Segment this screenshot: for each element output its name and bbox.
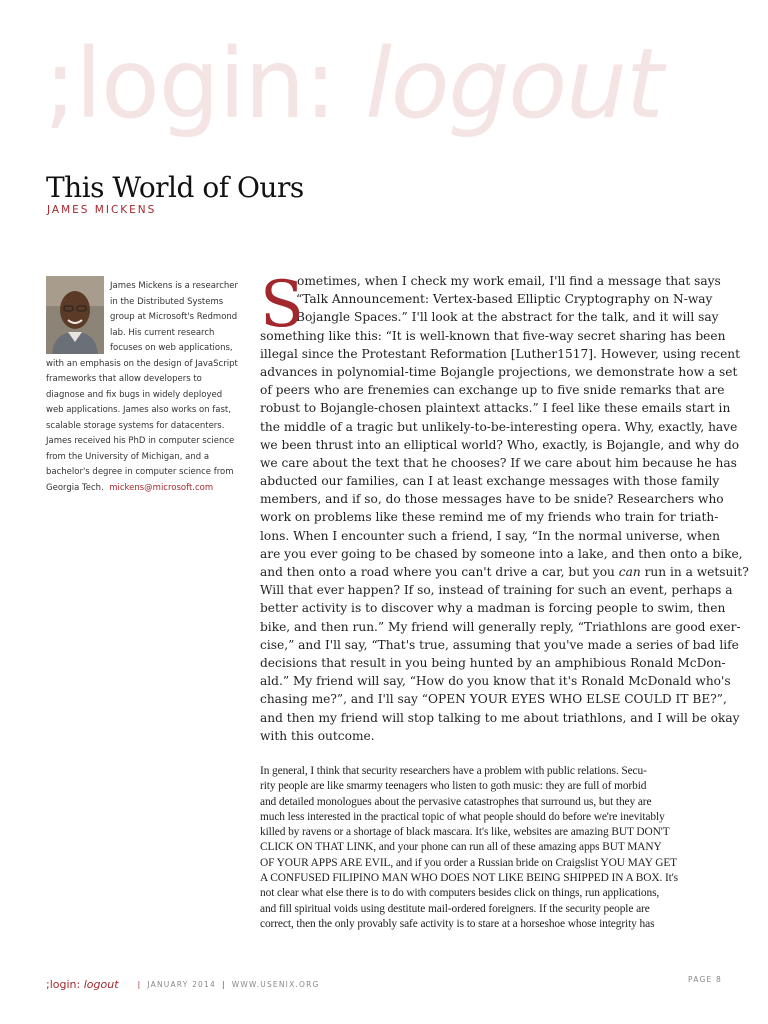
- text-line: ald.” My friend will say, “How do you know that it's Ronald McDonald who's: [260, 674, 731, 689]
- text-line: and detailed monologues about the pervasive catastrophes that surround us, but they are: [260, 795, 652, 808]
- footer-separator: |: [137, 980, 142, 989]
- text-line: illegal since the Protestant Reformation [Luther1517]. However, using recent: [260, 346, 741, 361]
- text-line: killed by ravens or a shortage of black mascara. It's like, websites are amazing BUT DON'T: [260, 826, 670, 839]
- text-line: correct, then the only provably safe activity is to stare at a horseshoe whose integrity has: [260, 917, 655, 930]
- bio-line: from the University of Michigan, and a: [46, 451, 210, 462]
- bio-line-text: Georgia Tech.: [46, 482, 104, 493]
- bio-line: focuses on web applications,: [110, 343, 233, 353]
- article-body: [260, 268, 749, 745]
- bio-line: James received his PhD in computer science: [46, 436, 235, 446]
- bio-line: with an emphasis on the design of JavaScript: [46, 358, 238, 369]
- italic-word: can: [618, 565, 641, 579]
- text-line: members, and if so, do those messages have to be snide? Researchers who: [260, 492, 724, 507]
- text-line: better activity is to discover why a madman is forcing people to swim, then: [260, 601, 726, 616]
- text-line: Will that ever happen? If so, instead of training for such an event, perhaps a: [260, 583, 733, 598]
- bio-line: frameworks that allow developers to: [46, 374, 202, 384]
- bio-line: web applications. James also works on fast,: [46, 405, 231, 415]
- text-line: abducted our families, can I at least exchange messages with those family: [260, 474, 720, 489]
- text-line: much less interested in the practical topic of what people should do before we're inevitably: [260, 810, 665, 823]
- text-line: are you ever going to be chased by someone into a lake, and then onto a bike,: [260, 546, 743, 561]
- text-line: ometimes, when I check my work email, I'll find a message that says: [297, 274, 721, 288]
- text-line: with this outcome.: [260, 728, 375, 743]
- paragraph-2: [260, 764, 724, 932]
- article-author: JAMES MICKENS: [47, 204, 157, 216]
- text-line: something like this: “It is well-known that five-way secret sharing has been: [260, 328, 726, 343]
- bio-line: James Mickens is a researcher: [110, 281, 238, 291]
- text-line: and then my friend will stop talking to me about triathlons, and I will be okay: [260, 710, 740, 725]
- bio-line: diagnose and fix bugs in widely deployed: [46, 389, 223, 400]
- author-email-link[interactable]: mickens@microsoft.com: [109, 482, 214, 493]
- masthead-login: ;login:: [44, 28, 336, 140]
- text-line: OF YOUR APPS ARE EVIL, and if you order a Russian bride on Craigslist YOU MAY GET: [260, 856, 678, 869]
- author-bio: [46, 279, 242, 496]
- footer-url[interactable]: WWW.USENIX.ORG: [231, 980, 320, 989]
- footer-brand-logout: logout: [83, 978, 119, 991]
- text-line: we been thrust into an elliptical world? Who, exactly, is Bojangle, and why do: [260, 437, 740, 452]
- drop-cap: S: [260, 268, 304, 342]
- footer-date: JANUARY 2014: [147, 980, 216, 989]
- bio-line-last: [46, 481, 242, 497]
- bio-line: group at Microsoft's Redmond: [110, 312, 238, 322]
- text-line: bike, and then run.” My friend will generally reply, “Triathlons are good exer-: [260, 619, 741, 634]
- footer-separator: |: [221, 980, 226, 989]
- text-segment: and then onto a road where you can't drive a car, but you: [260, 565, 619, 579]
- text-line: of peers who are frenemies can exchange up to five snide remarks that are: [260, 383, 725, 398]
- text-line: work on problems like these remind me of my friends who train for triath-: [260, 510, 719, 525]
- text-line: and fill spiritual voids using destitute mail-ordered foreigners. If the security people are: [260, 902, 650, 915]
- footer-brand-login: ;login:: [46, 978, 81, 991]
- masthead-logout: logout: [365, 28, 663, 140]
- text-line: Bojangle Spaces.” I'll look at the abstract for the talk, and it will say: [296, 310, 719, 325]
- bio-line: bachelor's degree in computer science from: [46, 467, 234, 477]
- text-line: the middle of a tragic but unlikely-to-be-interesting opera. Why, exactly, have: [260, 419, 738, 434]
- footer-brand: [46, 978, 119, 991]
- bio-line: lab. His current research: [110, 327, 215, 338]
- page-footer: [46, 973, 722, 989]
- bio-line: in the Distributed Systems: [110, 296, 224, 307]
- text-line: [260, 563, 749, 581]
- article-title: This World of Ours: [46, 171, 304, 204]
- text-line: “Talk Announcement: Vertex-based Elliptic Cryptography on N-way: [296, 292, 713, 307]
- masthead: [44, 28, 663, 140]
- text-line: rity people are like smarmy teenagers who listen to goth music: they are full of morbid: [260, 780, 647, 793]
- text-line: A CONFUSED FILIPINO MAN WHO DOES NOT LIKE BEING SHIPPED IN A BOX. It's: [260, 872, 679, 885]
- text-line: we care about the text that he chooses? If we care about him because he has: [260, 455, 737, 470]
- text-line: chasing me?”, and I'll say “OPEN YOUR EYES WHO ELSE COULD IT BE?”,: [260, 692, 727, 707]
- page-number: PAGE 8: [688, 975, 722, 984]
- text-line: advances in polynomial-time Bojangle projections, we demonstrate how a set: [260, 364, 738, 379]
- bio-line: scalable storage systems for datacenters.: [46, 420, 225, 431]
- paragraph-1: [260, 268, 749, 745]
- text-line: robust to Bojangle-chosen plaintext attacks.” I feel like these emails start in: [260, 401, 731, 416]
- text-line: lons. When I encounter such a friend, I say, “In the normal universe, when: [260, 528, 720, 543]
- text-line: decisions that result in you being hunted by an amphibious Ronald McDon-: [260, 655, 726, 670]
- text-line: CLICK ON THAT LINK, and your phone can run all of these amazing apps BUT MANY: [260, 841, 662, 854]
- text-segment: run in a wetsuit?: [640, 565, 749, 579]
- footer-meta: [132, 980, 320, 989]
- text-line: cise,” and I'll say, “That's true, assuming that you've made a series of bad life: [260, 637, 739, 652]
- text-line: In general, I think that security researchers have a problem with public relations. Secu-: [260, 765, 647, 777]
- text-line: not clear what else there is to do with computers besides click on things, run applications,: [260, 887, 660, 900]
